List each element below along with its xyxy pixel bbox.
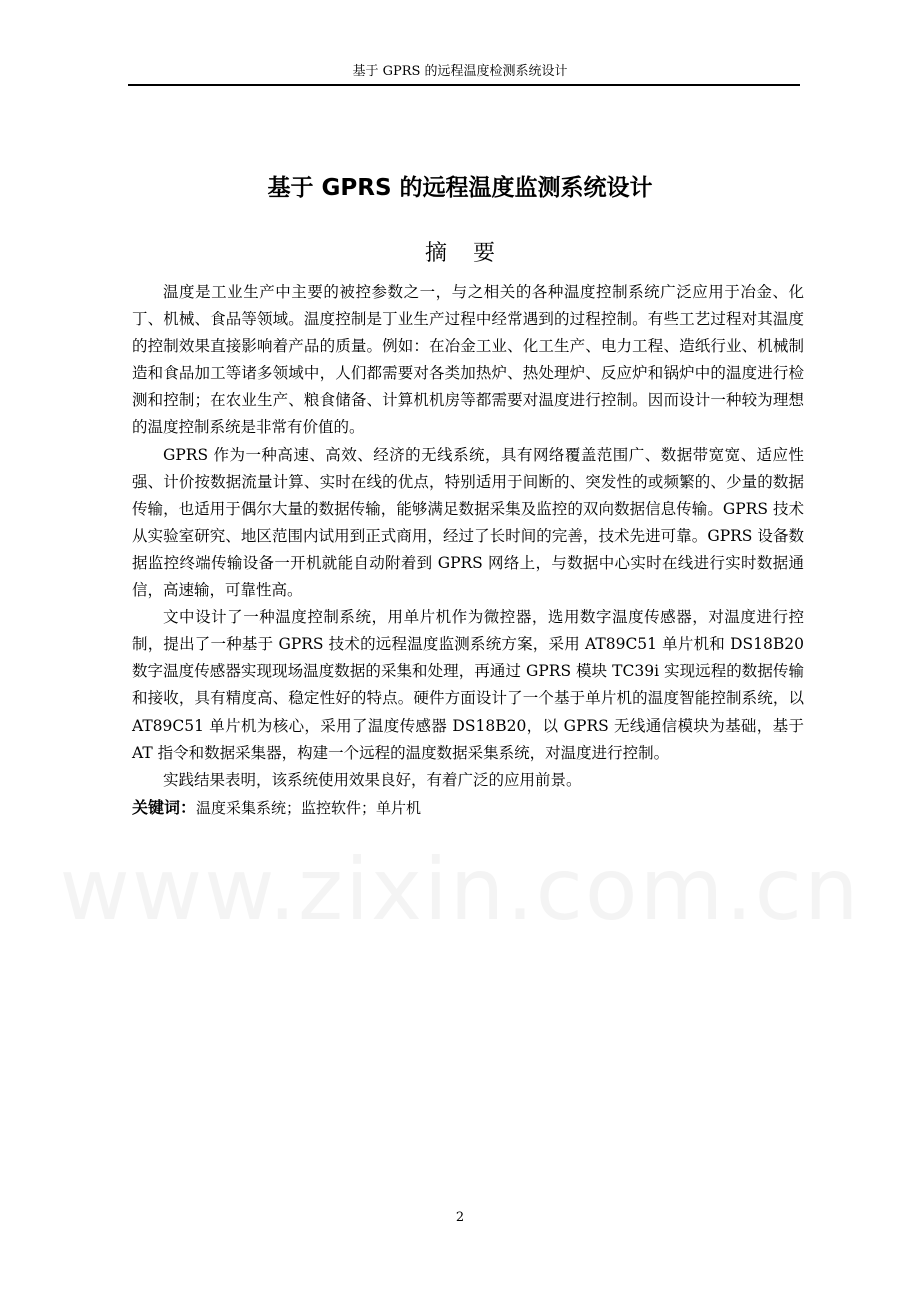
keywords-value: 温度采集系统；监控软件；单片机: [196, 798, 422, 817]
abstract-body: [132, 279, 804, 822]
watermark: www.zixin.com.cn: [59, 840, 861, 940]
abstract-paragraph-2: GPRS 作为一种高速、高效、经济的无线系统，具有网络覆盖范围广、数据带宽宽、适应性强、计价按数据流量计算、实时在线的优点，特别适用于间断的、突发性的或频繁的、少量的数据传输，也适用于偶尔大量的数据传输，能够满足数据采集及监控的双向数据信息传输。GPRS 技术从实验室研究、地区范围内试用到正式商用，经过了长时间的完善，技术先进可靠。GPRS 设备数据监控终端传输设备一开机就能自动附着到 GPRS 网络上，与数据中心实时在线进行实时数据通信，高速输，可靠性高。: [132, 445, 804, 600]
keywords-line: [132, 794, 804, 822]
page-number: 2: [455, 1210, 465, 1225]
keywords-label: 关键词：: [132, 797, 197, 817]
document-title: 基于 GPRS 的远程温度监测系统设计: [267, 175, 653, 201]
abstract-paragraph-3: 文中设计了一种温度控制系统，用单片机作为微控器，选用数字温度传感器，对温度进行控制，提出了一种基于 GPRS 技术的远程温度监测系统方案，采用 AT89C51 单片机和 DS18B20 数字温度传感器实现现场温度数据的采集和处理，再通过 GPRS 模块 TC39i 实现远程的数据传输和接收，具有精度高、稳定性好的特点。硬件方面设计了一个基于单片机的温度智能控制系统，以 AT89C51 单片机为核心，采用了温度传感器 DS18B20，以 GPRS 无线通信模块为基础，基于 AT 指令和数据采集器，构建一个远程的温度数据采集系统，对温度进行控制。: [132, 608, 804, 762]
abstract-paragraph-4: 实践结果表明，该系统使用效果良好，有着广泛的应用前景。: [163, 770, 582, 789]
header-rule: [128, 84, 800, 86]
abstract-heading: 摘要: [424, 241, 521, 266]
abstract-paragraph-1: 温度是工业生产中主要的被控参数之一，与之相关的各种温度控制系统广泛应用于冶金、化丁、机械、食品等领域。温度控制是丁业生产过程中经常遇到的过程控制。有些工艺过程对其温度的控制效果直接影响着产品的质量。例如：在冶金工业、化工生产、电力工程、造纸行业、机械制造和食品加工等诸多领域中，人们都需要对各类加热炉、热处理炉、反应炉和锅炉中的温度进行检测和控制；在农业生产、粮食储备、计算机机房等都需要对温度进行控制。因而设计一种较为理想的温度控制系统是非常有价值的。: [132, 283, 804, 437]
running-header: 基于 GPRS 的远程温度检测系统设计: [352, 64, 568, 79]
